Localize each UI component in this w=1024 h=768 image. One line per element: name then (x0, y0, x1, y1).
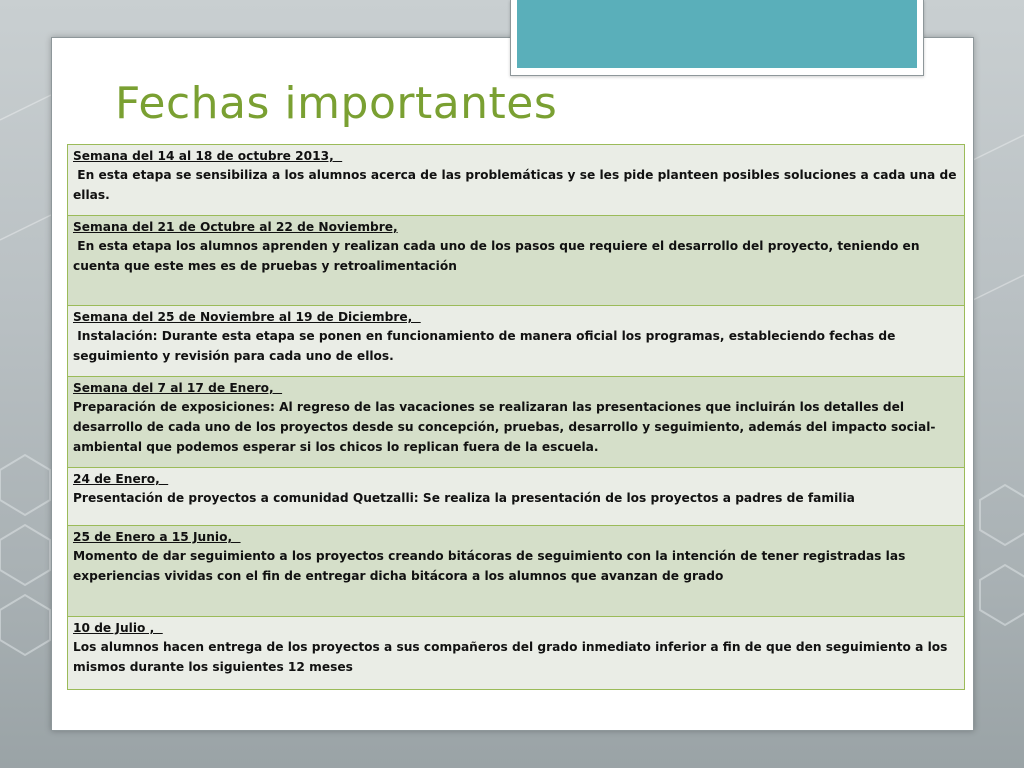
table-row (68, 526, 965, 617)
table-row (68, 145, 965, 216)
table-row (68, 468, 965, 526)
row-date-heading: Semana del 21 de Octubre al 22 de Noviembre, (73, 220, 398, 234)
row-date-heading: Semana del 25 de Noviembre al 19 de Diciembre, (73, 310, 421, 324)
row-description: En esta etapa los alumnos aprenden y realizan cada uno de los pasos que requiere el desarrollo del proyecto, teniendo en cuenta que este mes es de pruebas y retroalimentación (73, 239, 924, 273)
row-description: Los alumnos hacen entrega de los proyectos a sus compañeros del grado inmediato inferior a fin de que den seguimiento a los mismos durante los siguientes 12 meses (73, 640, 952, 674)
accent-header-box (510, 0, 924, 76)
row-date-heading: 25 de Enero a 15 Junio, (73, 530, 241, 544)
table-row (68, 377, 965, 468)
row-description: Presentación de proyectos a comunidad Quetzalli: Se realiza la presentación de los proyectos a padres de familia (73, 491, 855, 505)
table-row (68, 617, 965, 690)
row-date-heading: 10 de Julio , (73, 621, 163, 635)
table-row (68, 216, 965, 306)
table-cell (68, 145, 965, 216)
table-cell (68, 526, 965, 617)
row-date-heading: 24 de Enero, (73, 472, 169, 486)
slide-title: Fechas importantes (115, 78, 558, 129)
row-date-heading: Semana del 7 al 17 de Enero, (73, 381, 283, 395)
table-cell (68, 377, 965, 468)
row-description: En esta etapa se sensibiliza a los alumnos acerca de las problemáticas y se les pide planteen posibles soluciones a cada una de ellas. (73, 168, 961, 202)
accent-teal-fill (517, 0, 917, 68)
table-cell (68, 306, 965, 377)
table-cell (68, 617, 965, 690)
important-dates-table (67, 144, 965, 690)
row-date-heading: Semana del 14 al 18 de octubre 2013, (73, 149, 343, 163)
row-description: Preparación de exposiciones: Al regreso de las vacaciones se realizaran las presentaciones que incluirán los detalles del desarrollo de cada uno de los proyectos desde su concepción, pruebas, desarrollo y seguimiento, además del impacto social-ambiental que podemos esperar si los chicos lo replican fuera de la escuela. (73, 400, 936, 454)
table-cell (68, 468, 965, 526)
table-row (68, 306, 965, 377)
table-cell (68, 216, 965, 306)
row-description: Instalación: Durante esta etapa se ponen en funcionamiento de manera oficial los programas, estableciendo fechas de seguimiento y revisión para cada uno de ellos. (73, 329, 900, 363)
row-description: Momento de dar seguimiento a los proyectos creando bitácoras de seguimiento con la intención de tener registradas las experiencias vividas con el fin de entregar dicha bitácora a los alumnos que avanzan de grado (73, 549, 910, 583)
